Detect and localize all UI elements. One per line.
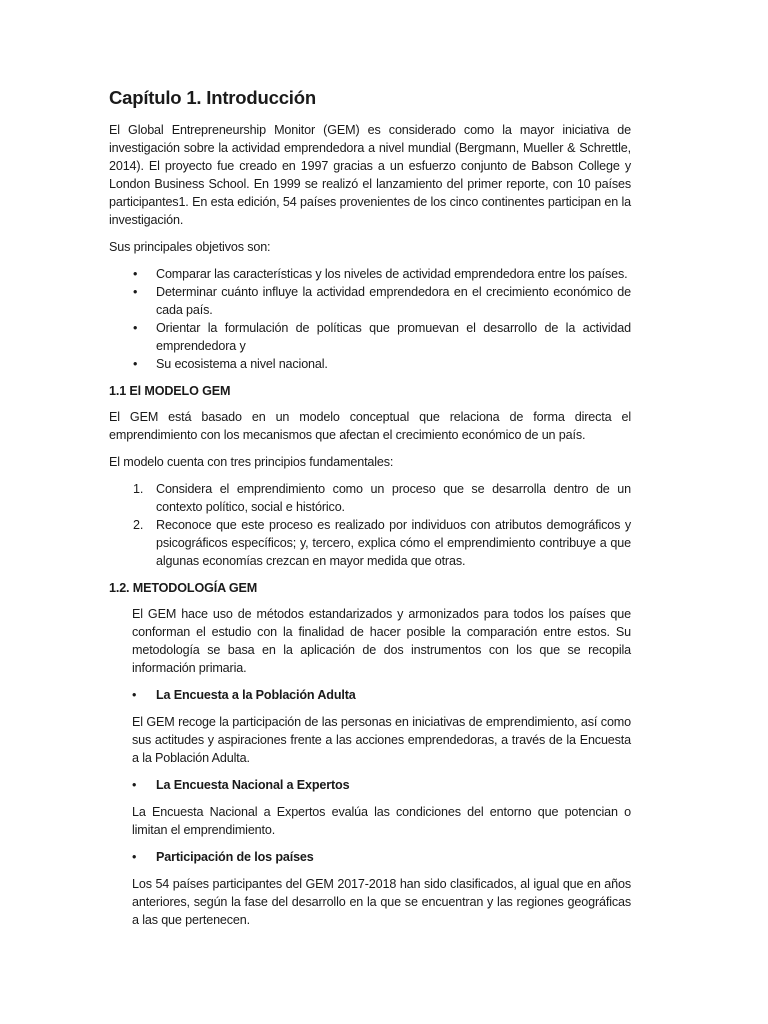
subsection-heading bbox=[132, 776, 631, 794]
intro-paragraph: El Global Entrepreneurship Monitor (GEM) es considerado como la mayor iniciativa de investigación sobre la actividad emprendedora a nivel mundial (Bergmann, Mueller & Schrettle, 2014). El proyecto fue creado en 1997 gracias a un esfuerzo conjunto de Babson College y London Business School. En 1999 se realizó el lanzamiento del primer reporte, con 10 países participantes1. En esta edición, 54 países provenientes de los cinco continentes participan en la investigación. bbox=[109, 123, 631, 227]
section-1-2-paragraph: El GEM hace uso de métodos estandarizados y armonizados para todos los países que conforman el estudio con la finalidad de hacer posible la comparación entre estos. Su metodología se basa en la aplicación de dos instrumentos con los que se recopila información primaria. bbox=[132, 607, 631, 675]
subsection-heading-text: Participación de los países bbox=[156, 850, 314, 864]
subsection-paragraph: La Encuesta Nacional a Expertos evalúa las condiciones del entorno que potencian o limitan el emprendimiento. bbox=[132, 805, 631, 837]
bullet-icon: • bbox=[133, 357, 138, 371]
principles-list bbox=[109, 480, 631, 570]
section-1-1-paragraph: El GEM está basado en un modelo conceptual que relaciona de forma directa el emprendimiento con los mecanismos que afectan el crecimiento económico de un país. bbox=[109, 410, 631, 442]
subsection-paragraph: El GEM recoge la participación de las personas en iniciativas de emprendimiento, así como sus actitudes y aspiraciones frente a las acciones emprendedoras, a través de la Encuesta a la Población Adulta. bbox=[132, 715, 631, 765]
list-item bbox=[109, 480, 631, 516]
list-item bbox=[109, 265, 631, 283]
subsection-heading-text: La Encuesta a la Población Adulta bbox=[156, 688, 356, 702]
list-item bbox=[109, 283, 631, 319]
list-item-text: Considera el emprendimiento como un proceso que se desarrolla dentro de un contexto político, social e histórico. bbox=[156, 482, 631, 514]
document-body bbox=[109, 86, 631, 938]
list-item-text: Su ecosistema a nivel nacional. bbox=[156, 357, 328, 371]
list-item-text: Reconoce que este proceso es realizado por individuos con atributos demográficos y psicográficos específicos; y, tercero, explica cómo el emprendimiento contribuye a que algunas economías crezcan en mayor medida que otras. bbox=[156, 518, 631, 568]
list-item bbox=[109, 355, 631, 373]
subsection-paragraph: Los 54 países participantes del GEM 2017-2018 han sido clasificados, al igual que en años anteriores, según la fase del desarrollo en la que se encuentran y las regiones geográficas a las que pertenecen. bbox=[132, 877, 631, 927]
objectives-intro: Sus principales objetivos son: bbox=[109, 240, 271, 254]
list-item bbox=[109, 516, 631, 570]
bullet-icon: • bbox=[133, 267, 138, 281]
bullet-icon: • bbox=[133, 285, 138, 299]
principles-intro: El modelo cuenta con tres principios fundamentales: bbox=[109, 455, 394, 469]
list-number: 1. bbox=[133, 482, 144, 496]
bullet-icon: • bbox=[133, 321, 138, 335]
bullet-icon: • bbox=[132, 778, 137, 792]
bullet-icon: • bbox=[132, 850, 137, 864]
chapter-title: Capítulo 1. Introducción bbox=[109, 87, 316, 108]
subsection-heading bbox=[132, 848, 631, 866]
section-heading-1-2: 1.2. METODOLOGÍA GEM bbox=[109, 581, 258, 595]
list-item bbox=[109, 319, 631, 355]
list-item-text: Comparar las características y los niveles de actividad emprendedora entre los países. bbox=[156, 267, 628, 281]
section-heading-1-1: 1.1 El MODELO GEM bbox=[109, 384, 231, 398]
list-item-text: Determinar cuánto influye la actividad emprendedora en el crecimiento económico de cada país. bbox=[156, 285, 631, 317]
subsection-heading-text: La Encuesta Nacional a Expertos bbox=[156, 778, 350, 792]
subsection-heading bbox=[132, 686, 631, 704]
list-item-text: Orientar la formulación de políticas que promuevan el desarrollo de la actividad emprendedora y bbox=[156, 321, 631, 353]
bullet-icon: • bbox=[132, 688, 137, 702]
list-number: 2. bbox=[133, 518, 144, 532]
objectives-list bbox=[109, 265, 631, 373]
